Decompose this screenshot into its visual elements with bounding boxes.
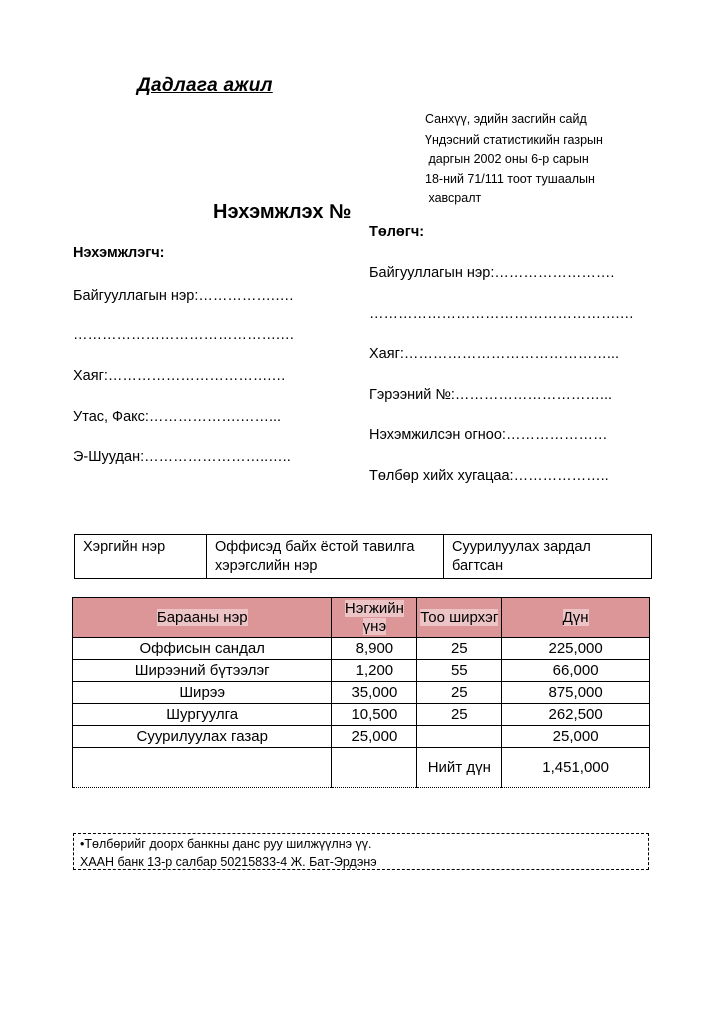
order-info-col3: Суурилуулах зардал багтсан [452,539,591,574]
issuer-heading: Нэхэмжлэгч: [73,245,165,261]
header-unit-price: Нэгжийн үнэ [332,598,417,638]
item-name: Ширээний бүтээлэг [73,660,332,682]
item-unit-price: 8,900 [332,638,417,660]
item-unit-price: 25,000 [332,726,417,748]
decree-line: 18-ний 71/111 тоот тушаалын [425,171,595,186]
payer-contract-no: Гэрээний №:…………………………... [369,387,613,403]
item-unit-price: 1,200 [332,660,417,682]
table-row [73,682,650,704]
items-table [72,597,650,788]
issuer-org-name-cont: …………………………………….… [73,327,295,343]
invoice-title: Нэхэмжлэх № [213,201,352,223]
order-info-col1: Хэргийн нэр [75,535,207,578]
decree-line: даргын 2002 оны 6-р сарын [425,152,589,166]
item-amount: 25,000 [502,726,650,748]
items-header-row [73,598,650,638]
item-name: Ширээ [73,682,332,704]
item-amount: 66,000 [502,660,650,682]
item-name: Суурилуулах газар [73,726,332,748]
item-quantity: 25 [417,638,502,660]
table-row [73,704,650,726]
order-info-box [74,534,652,579]
payment-note-line1: •Төлбөрийг доорх банкны данс руу шилжүүлнэ үү. [80,837,372,851]
item-quantity [417,726,502,748]
item-amount: 225,000 [502,638,650,660]
payer-invoice-date: Нэхэмжилсэн огноо:………………… [369,427,608,443]
payer-org-name: Байгууллагын нэр:……………………. [369,265,615,281]
issuer-email: Э-Шуудан:……………………..….. [73,449,291,465]
order-info-col2: Оффисэд байх ёстой тавилга хэрэгслийн нэр [207,535,444,578]
item-unit-price: 10,500 [332,704,417,726]
item-quantity: 25 [417,704,502,726]
table-row [73,638,650,660]
payer-heading: Төлөгч: [369,224,425,240]
total-empty-cell [332,748,417,788]
payment-note-line2: ХААН банк 13-р салбар 50215833-4 Ж. Бат-Эрдэнэ [80,855,377,869]
total-empty-cell [73,748,332,788]
total-row [73,748,650,788]
header-amount: Дүн [502,598,650,638]
table-row [73,726,650,748]
decree-line: хавсралт [425,191,482,205]
item-quantity: 55 [417,660,502,682]
total-label: Нийт дүн [417,748,502,788]
item-amount: 262,500 [502,704,650,726]
header-item-name: Барааны нэр [73,598,332,638]
header-quantity: Тоо ширхэг [417,598,502,638]
item-amount: 875,000 [502,682,650,704]
issuer-address: Хаяг:…………………………….… [73,368,286,384]
issuer-phone-fax: Утас, Факс:……………….……... [73,409,282,425]
total-amount: 1,451,000 [502,748,650,788]
decree-line: Санхүү, эдийн засгийн сайд [425,112,587,126]
table-row [73,660,650,682]
item-name: Оффисын сандал [73,638,332,660]
payer-address: Хаяг:……………………………………... [369,346,619,362]
issuer-org-name: Байгууллагын нэр:…………….…. [73,288,294,304]
practice-title: Дадлага ажил [137,75,273,96]
decree-reference [425,110,603,209]
payment-note [73,833,649,870]
payer-org-name-cont: …………………………………………….… [369,306,635,322]
item-quantity: 25 [417,682,502,704]
item-unit-price: 35,000 [332,682,417,704]
item-name: Шургуулга [73,704,332,726]
decree-line: Үндэсний статистикийн газрын [425,132,603,147]
payer-due-date: Төлбөр хийх хугацаа:……………….. [369,468,609,484]
